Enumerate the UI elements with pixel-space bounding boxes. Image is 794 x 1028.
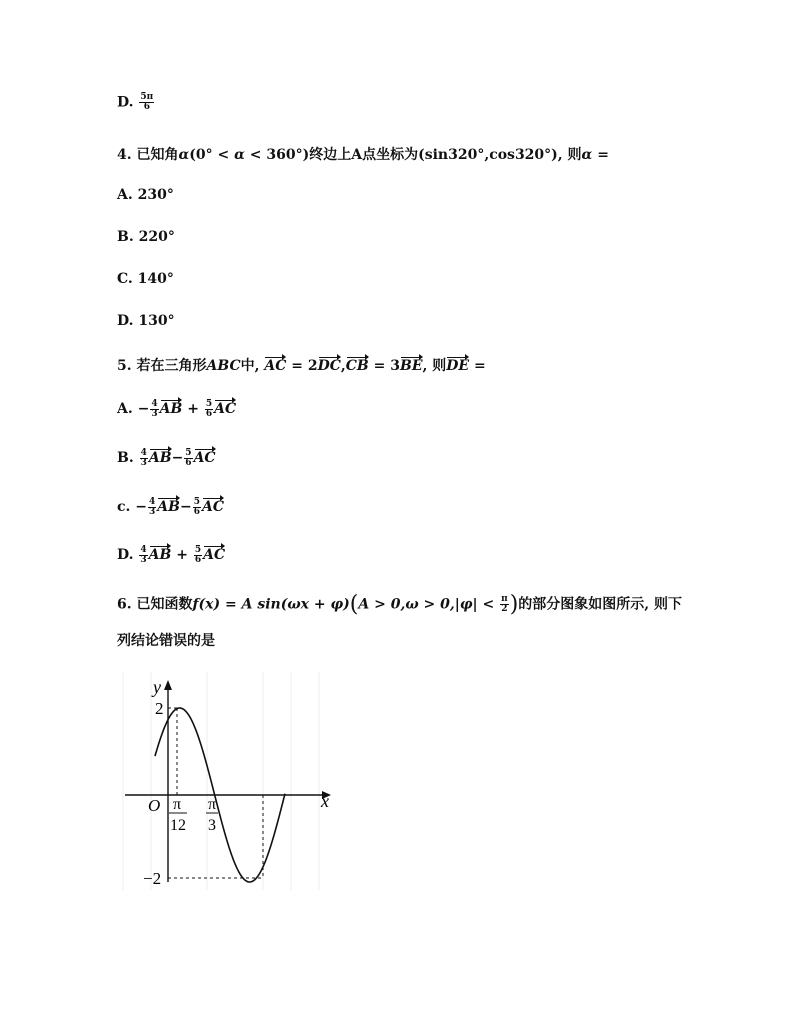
option-value: 220° <box>138 229 175 245</box>
frac-numerator: 4 <box>140 544 147 555</box>
fraction <box>193 498 201 517</box>
math-abc: ABC <box>206 358 241 374</box>
vector-ac: AC <box>194 447 216 466</box>
vector-ac: AC <box>202 496 224 515</box>
fraction <box>150 400 158 419</box>
vector-ab: AB <box>157 496 180 515</box>
option-label: B. <box>117 450 134 466</box>
question-6 <box>117 592 682 617</box>
q6-function: f(x) = A sin(ωx + φ) <box>192 596 350 613</box>
q5-option-c[interactable] <box>117 496 224 517</box>
q4-lead: 4. 已知角 <box>117 147 179 163</box>
frac-numerator: 4 <box>149 496 156 507</box>
option-value: 230° <box>137 187 174 203</box>
frac-numerator: 4 <box>140 447 147 458</box>
q6-lead: 6. 已知函数 <box>117 596 193 613</box>
fraction <box>140 449 148 468</box>
frac-numerator: 4 <box>151 398 158 409</box>
fraction <box>139 93 154 112</box>
frac-denominator: 3 <box>140 457 147 468</box>
option-label: A. <box>117 401 133 417</box>
vector-de: DE <box>446 355 469 374</box>
background-lines <box>123 672 319 890</box>
q4-mid-a: (0° < <box>189 147 235 163</box>
math-alpha: α <box>234 147 245 163</box>
operator: − <box>179 499 192 515</box>
operator: + <box>171 547 193 563</box>
q4-option-c[interactable] <box>117 271 174 287</box>
tick1-num: π <box>172 796 182 813</box>
frac-denominator: 6 <box>193 506 200 517</box>
y-max-label: 2 <box>155 699 164 718</box>
math-alpha: α <box>581 147 593 163</box>
frac-numerator: 5 <box>193 496 200 507</box>
vector-cb: CB <box>346 355 369 374</box>
vector-ac: AC <box>264 355 286 374</box>
frac-numerator: 5π <box>140 92 154 102</box>
left-paren: ( <box>349 592 359 617</box>
q6-condition: A > 0,ω > 0,|φ| < <box>358 596 500 613</box>
fraction <box>194 546 202 565</box>
math-alpha: α <box>178 147 190 163</box>
q6-tail: 的部分图象如图所示, 则下 <box>518 596 683 613</box>
q5-tail: = <box>469 358 486 374</box>
q5-comma: , <box>340 358 346 374</box>
frac-numerator: 5 <box>185 447 192 458</box>
sign: − <box>137 401 150 417</box>
vector-ab: AB <box>149 447 172 466</box>
frac-numerator: 5 <box>194 544 202 555</box>
option-label: B. <box>117 229 134 245</box>
q5-eq2: = 3 <box>368 358 400 374</box>
q4-tail: = <box>592 147 609 163</box>
fraction <box>139 546 147 565</box>
y-min-label: −2 <box>143 869 162 888</box>
sign: − <box>135 499 148 515</box>
vector-be: BE <box>400 355 423 374</box>
frac-denominator: 6 <box>194 554 202 565</box>
vector-ac: AC <box>214 398 236 417</box>
option-value: 140° <box>137 271 174 287</box>
option-label: c. <box>117 499 131 515</box>
function-graph <box>115 672 335 890</box>
vector-ab: AB <box>160 398 183 417</box>
q4-option-a[interactable] <box>117 187 174 203</box>
fraction <box>184 449 192 468</box>
option-label: C. <box>117 271 133 287</box>
option-label: D. <box>117 313 134 329</box>
vector-dc: DC <box>318 355 341 374</box>
tick1-den: 12 <box>170 817 186 834</box>
x-axis-label: x <box>321 791 329 811</box>
q5-lead: 5. 若在三角形 <box>117 358 207 374</box>
q6-line2: 列结论错误的是 <box>117 633 215 649</box>
q5-option-a[interactable] <box>117 398 236 419</box>
fraction <box>148 498 156 517</box>
q5-eq1: = 2 <box>286 358 318 374</box>
operator: − <box>171 450 184 466</box>
y-axis-arrow <box>164 680 172 690</box>
frac-numerator: 5 <box>205 398 213 409</box>
frac-denominator: 6 <box>185 457 192 468</box>
option-value: 130° <box>138 313 175 329</box>
q5-option-b[interactable] <box>117 447 216 468</box>
question-6-line2 <box>117 630 215 650</box>
origin-label: O <box>148 796 161 815</box>
question-4 <box>117 144 609 164</box>
y-axis-label: y <box>153 677 161 697</box>
option-label: D. <box>117 547 134 563</box>
option-label: A. <box>117 187 133 203</box>
prev-option-d <box>117 93 155 112</box>
frac-denominator: 2 <box>501 604 508 614</box>
right-paren: ) <box>509 592 519 617</box>
frac-denominator: 3 <box>151 408 158 419</box>
fraction <box>500 595 509 614</box>
question-5 <box>117 355 486 375</box>
operator: + <box>182 401 204 417</box>
q5-option-d[interactable] <box>117 544 225 565</box>
vector-ac: AC <box>203 544 225 563</box>
vector-ab: AB <box>149 544 172 563</box>
q5-zhong: 中, <box>240 358 265 374</box>
fraction <box>205 400 213 419</box>
frac-denominator: 3 <box>149 506 156 517</box>
frac-denominator: 6 <box>205 408 213 419</box>
tick2-den: 3 <box>208 817 216 834</box>
frac-denominator: 6 <box>143 102 150 112</box>
q4-option-d[interactable] <box>117 313 175 329</box>
frac-numerator: π <box>501 594 508 604</box>
q5-ze: , 则 <box>422 358 447 374</box>
option-label: D. <box>117 94 134 111</box>
frac-denominator: 3 <box>140 554 147 565</box>
q4-option-b[interactable] <box>117 229 175 245</box>
q4-mid-b: < 360°)终边上A点坐标为(sin320°,cos320°), 则 <box>244 147 582 163</box>
tick2-num: π <box>207 796 217 813</box>
